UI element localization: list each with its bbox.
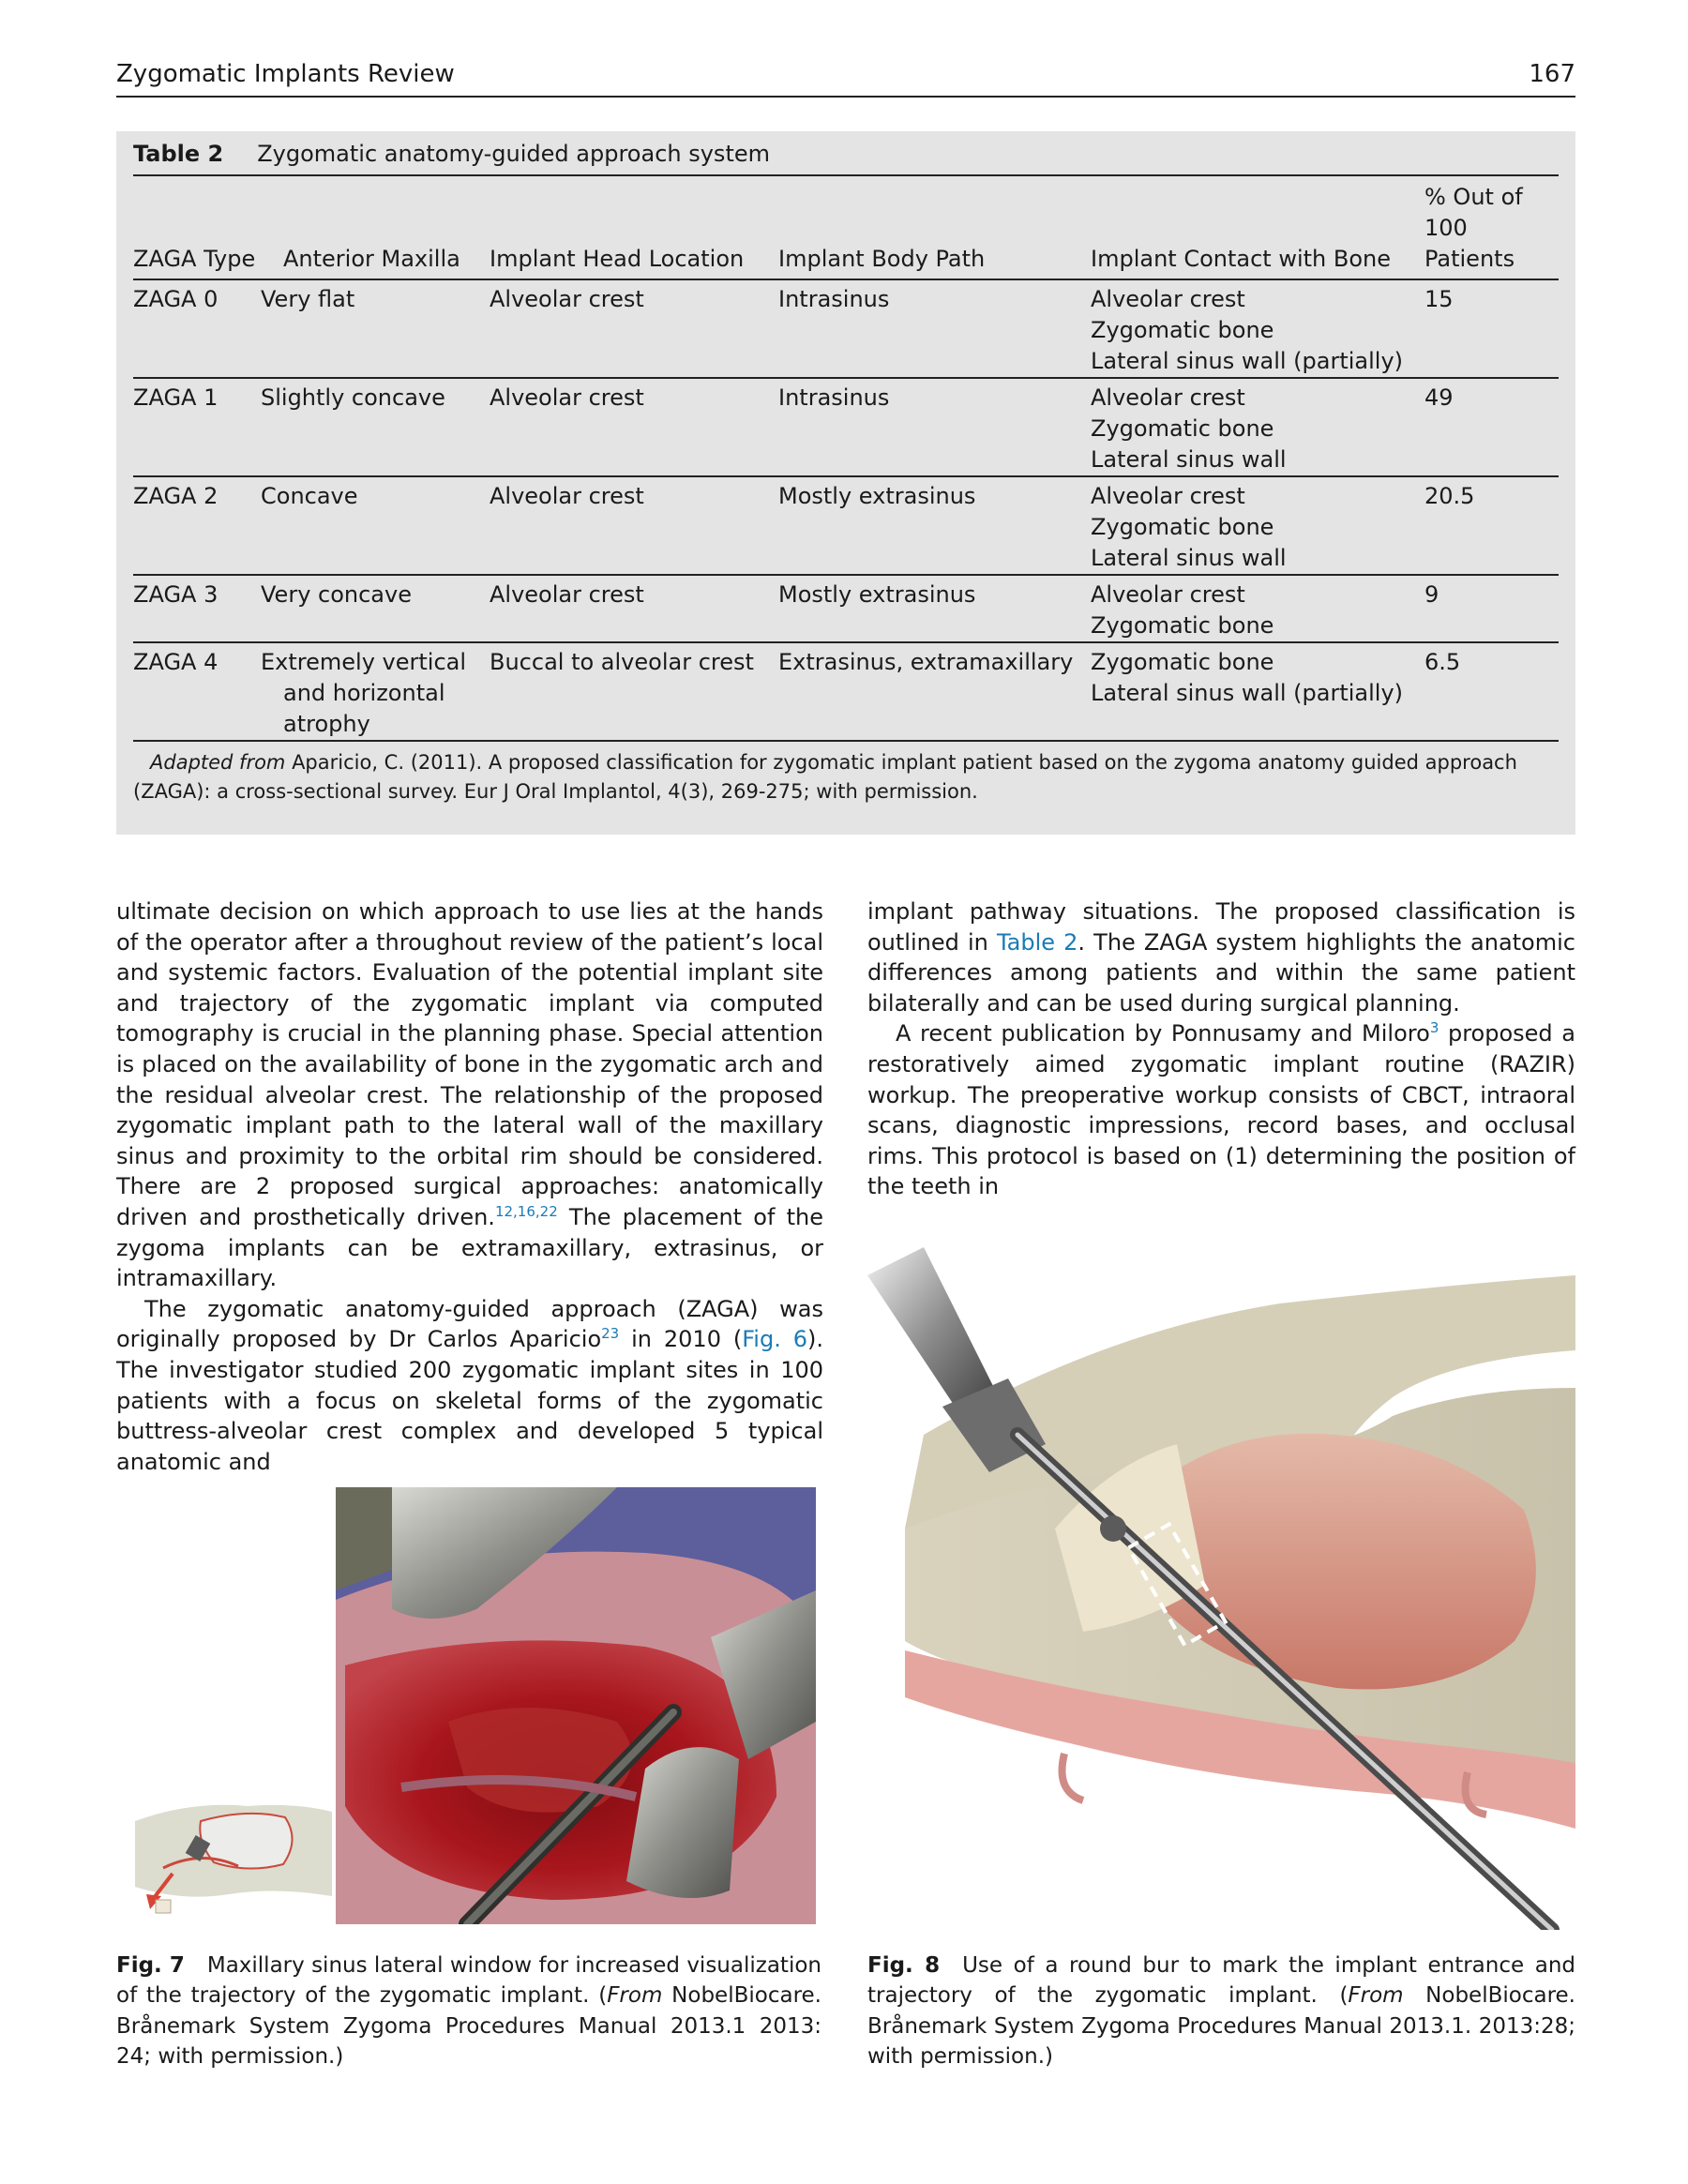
citation[interactable]: 23 [601, 1325, 620, 1343]
bone-contact-cell: Alveolar crest Zygomatic bone Lateral sinus wall [1091, 476, 1424, 575]
column-header: ZAGA Type [133, 175, 283, 279]
anterior-maxilla-cell: Slightly concave [283, 378, 490, 476]
implant-head-cell: Alveolar crest [490, 378, 778, 476]
implant-body-path-cell: Intrasinus [778, 378, 1091, 476]
zaga-type-cell: ZAGA 4 [133, 642, 283, 741]
figure-link[interactable]: Fig. 6 [742, 1326, 807, 1353]
fig7-inset-illustration [135, 1784, 332, 1915]
fig8-label: Fig. 8 [867, 1953, 941, 1978]
paragraph [867, 1018, 1575, 1202]
caption-text: Use of a round bur to mark the implant entrance and trajectory of the zygomatic implant. ( [867, 1953, 1575, 2009]
caption-text: NobelBiocare. Brånemark System Zygoma Procedures Manual 2013.1. 2013:28; with permission.) [867, 1983, 1575, 2070]
paragraph-text: implant pathway situations. The proposed classification is outlined in [867, 898, 1575, 956]
paragraph-text: A recent publication by Ponnusamy and Miloro [896, 1020, 1430, 1047]
anterior-maxilla-cell: Very concave [283, 575, 490, 642]
caption-text: Maxillary sinus lateral window for increased visualization of the trajectory of the zygomatic implant. ( [116, 1953, 821, 2009]
implant-head-cell: Alveolar crest [490, 476, 778, 575]
percent-cell: 49 [1424, 378, 1559, 476]
table-body [133, 279, 1559, 741]
table-caption [133, 141, 770, 167]
table-note-text: Aparicio, C. (2011). A proposed classification for zygomatic implant patient based on the zygoma anatomy guided approach (ZAGA): a cross-sectional survey. Eur J Oral Implantol, 4(3), 269-275; with permission. [133, 751, 1517, 803]
implant-head-cell: Alveolar crest [490, 575, 778, 642]
body-column-right [867, 896, 1575, 1202]
caption-from: From [607, 1983, 663, 2009]
caption-text: NobelBiocare. Brånemark System Zygoma Procedures Manual 2013.1 2013: 24; with permission.) [116, 1983, 821, 2070]
paragraph-text: ultimate decision on which approach to use lies at the hands of the operator after a throughout review of the patient’s local and systemic factors. Evaluation of the potential implant site and trajectory of the zygomatic implant via computed tomography is crucial in the planning phase. Special attention is placed on the availability of bone in the zygomatic arch and the residual alveolar crest. The relationship of the proposed zygomatic implant path to the lateral wall of the maxillary sinus and proximity to the orbital rim should be considered. There are 2 proposed surgical approaches: anatomically driven and prosthetically driven. [116, 898, 823, 1230]
bone-contact-cell: Alveolar crest Zygomatic bone [1091, 575, 1424, 642]
column-header: Implant Body Path [778, 175, 1091, 279]
paragraph-text: The zygomatic anatomy-guided approach (ZAGA) was originally proposed by Dr Carlos Aparicio [116, 1295, 823, 1353]
percent-cell: 20.5 [1424, 476, 1559, 575]
running-title: Zygomatic Implants Review [116, 60, 455, 88]
implant-body-path-cell: Mostly extrasinus [778, 575, 1091, 642]
paragraph-text: proposed a restoratively aimed zygomatic implant routine (RAZIR) workup. The preoperative workup consists of CBCT, intraoral scans, diagnostic impressions, record bases, and occlusal rims. This protocol is based on (1) determining the position of the teeth in [867, 1020, 1575, 1200]
anterior-maxilla-cell: Extremely vertical and horizontal atrophy [283, 642, 490, 741]
anterior-maxilla-cell: Very flat [283, 279, 490, 378]
percent-cell: 15 [1424, 279, 1559, 378]
zaga-type-cell: ZAGA 1 [133, 378, 283, 476]
bone-contact-cell: Alveolar crest Zygomatic bone Lateral sinus wall (partially) [1091, 279, 1424, 378]
table-note-prefix: Adapted from [150, 751, 286, 774]
table-row [133, 378, 1559, 476]
bone-contact-cell: Zygomatic bone Lateral sinus wall (partially) [1091, 642, 1424, 741]
paragraph-text: . The ZAGA system highlights the anatomic differences among patients and within the same patient bilaterally and can be used during surgical planning. [867, 928, 1575, 1017]
table-title: Zygomatic anatomy-guided approach system [257, 141, 770, 167]
zaga-table [133, 174, 1559, 742]
implant-head-cell: Alveolar crest [490, 279, 778, 378]
citation[interactable]: 3 [1429, 1019, 1439, 1037]
zaga-type-cell: ZAGA 0 [133, 279, 283, 378]
implant-body-path-cell: Mostly extrasinus [778, 476, 1091, 575]
fig8-caption [867, 1951, 1575, 2072]
table-panel [116, 131, 1575, 835]
column-header: Anterior Maxilla [283, 175, 490, 279]
zaga-type-cell: ZAGA 3 [133, 575, 283, 642]
paragraph [116, 1294, 823, 1478]
fig7-surgical-photo [336, 1487, 816, 1924]
citation[interactable]: 12,16,22 [494, 1202, 558, 1220]
paragraph-text: in 2010 ( [619, 1326, 743, 1353]
column-header: % Out of 100 Patients [1424, 175, 1559, 279]
running-header [116, 58, 1575, 98]
column-header: Implant Contact with Bone [1091, 175, 1424, 279]
implant-body-path-cell: Intrasinus [778, 279, 1091, 378]
body-column-left [116, 896, 823, 1477]
table-source-note [133, 748, 1559, 806]
paragraph-text: The placement of the zygoma implants can be extramaxillary, extrasinus, or intramaxillary. [116, 1203, 824, 1292]
page-number: 167 [1529, 60, 1575, 88]
column-header: Implant Head Location [490, 175, 778, 279]
paragraph [116, 896, 823, 1294]
paragraph-text: ). The investigator studied 200 zygomatic implant sites in 100 patients with a focus on skeletal forms of the zygomatic buttress-alveolar crest complex and developed 5 typical anatomic and [116, 1326, 823, 1475]
percent-cell: 6.5 [1424, 642, 1559, 741]
table-link[interactable]: Table 2 [996, 928, 1078, 956]
bone-contact-cell: Alveolar crest Zygomatic bone Lateral sinus wall [1091, 378, 1424, 476]
paragraph [867, 896, 1575, 1018]
table-row [133, 642, 1559, 741]
caption-from: From [1348, 1983, 1404, 2009]
table-header-row [133, 175, 1559, 279]
table-row [133, 476, 1559, 575]
fig8-illustration [867, 1247, 1575, 1930]
implant-head-cell: Buccal to alveolar crest [490, 642, 778, 741]
table-label: Table 2 [133, 141, 224, 167]
percent-cell: 9 [1424, 575, 1559, 642]
table-row [133, 575, 1559, 642]
table-row [133, 279, 1559, 378]
zaga-type-cell: ZAGA 2 [133, 476, 283, 575]
fig7-caption [116, 1951, 821, 2072]
anterior-maxilla-cell: Concave [283, 476, 490, 575]
fig7-label: Fig. 7 [116, 1953, 185, 1978]
implant-body-path-cell: Extrasinus, extramaxillary [778, 642, 1091, 741]
